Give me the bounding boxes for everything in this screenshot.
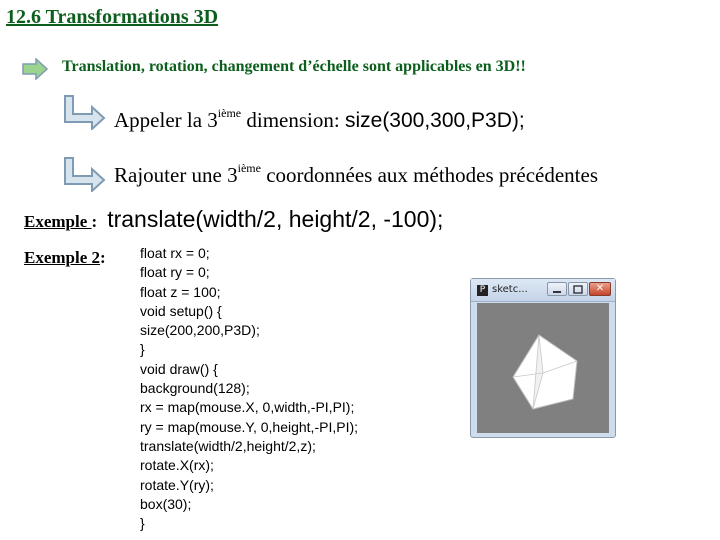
code-line: rotate.X(rx); (140, 457, 214, 474)
close-icon: ✕ (595, 283, 605, 294)
example2-label: Exemple 2 (24, 248, 101, 267)
rotated-cube-render (477, 303, 609, 433)
item-size-p3d (114, 108, 525, 133)
maximize-icon (569, 284, 587, 296)
example1 (24, 206, 443, 233)
code-line: void draw() { (140, 360, 218, 377)
sketch-window (470, 278, 616, 438)
item1-pre: Appeler la 3 (114, 108, 218, 132)
close-button[interactable] (589, 282, 611, 296)
item2-pre: Rajouter une 3 (114, 163, 238, 187)
code-line: float z = 100; (140, 283, 221, 300)
item1-sup: ième (217, 106, 242, 120)
item2-post: coordonnées aux méthodes précédentes (260, 163, 599, 187)
code-line: } (140, 515, 145, 532)
code-line: rotate.Y(ry); (140, 476, 214, 493)
intro-text: Translation, rotation, changement d’échelle sont applicables en 3D!! (62, 58, 526, 75)
item1-code: size(300,300,P3D); (344, 109, 525, 132)
minimize-button[interactable] (547, 282, 567, 296)
item1-post: dimension: (241, 108, 345, 132)
example2-label-group (24, 248, 106, 268)
code-line: rx = map(mouse.X, 0,width,-PI,PI); (140, 399, 355, 416)
sketch-canvas[interactable] (477, 303, 609, 433)
code-line: float ry = 0; (140, 264, 210, 281)
code-line: box(30); (140, 495, 192, 512)
code-line: float rx = 0; (140, 245, 210, 261)
code-line: background(128); (140, 380, 250, 397)
code-line: ry = map(mouse.Y, 0,height,-PI,PI); (140, 418, 359, 435)
code-line: } (140, 341, 145, 358)
example2-colon: : (100, 248, 106, 267)
window-titlebar[interactable] (471, 279, 615, 302)
example2-code (140, 244, 358, 533)
window-title: sketc... (492, 284, 528, 295)
maximize-button[interactable] (568, 282, 588, 296)
code-line: translate(width/2,height/2,z); (140, 437, 316, 454)
processing-app-icon: P (477, 285, 488, 296)
right-arrow-icon (22, 58, 48, 80)
item2-sup: ième (237, 161, 261, 175)
example1-code: translate(width/2, height/2, -100); (107, 206, 444, 232)
item-third-coordinate (114, 163, 598, 188)
minimize-icon (548, 284, 566, 296)
example1-colon: : (91, 212, 98, 231)
code-line: void setup() { (140, 302, 222, 319)
example1-label: Exemple (24, 212, 92, 231)
bent-arrow-icon (62, 156, 106, 192)
code-line: size(200,200,P3D); (140, 322, 260, 339)
page-title: 12.6 Transformations 3D (6, 6, 219, 28)
bent-arrow-icon (62, 94, 106, 130)
